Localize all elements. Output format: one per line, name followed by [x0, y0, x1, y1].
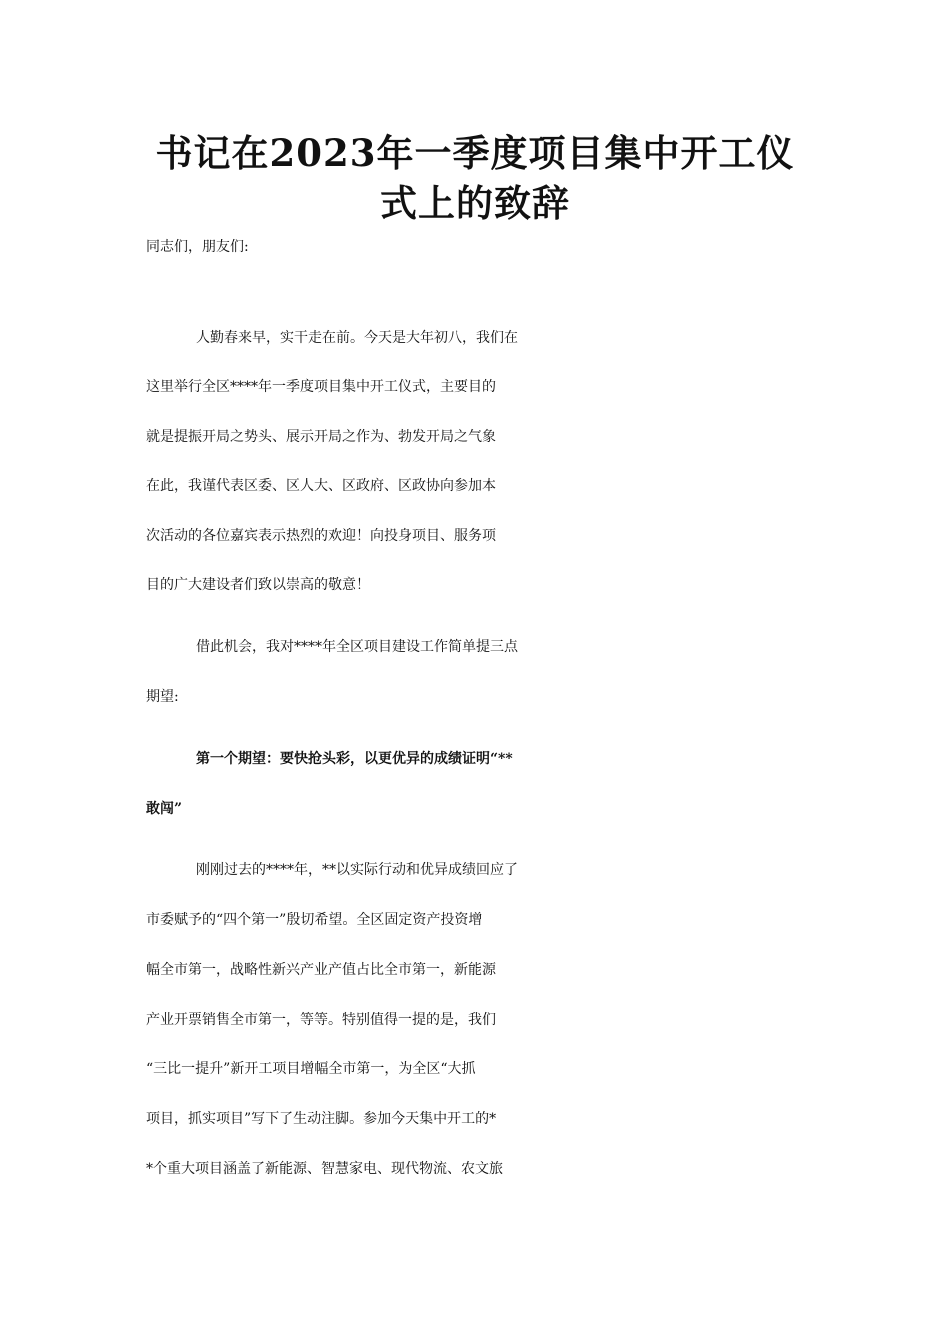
section-heading-line: 第一个期望：要快抢头彩，以更优异的成绩证明“** [196, 751, 513, 767]
body-line: 这里举行全区****年一季度项目集中开工仪式，主要目的 [146, 379, 496, 395]
body-line: 市委赋予的“四个第一”殷切希望。全区固定资产投资增 [146, 912, 483, 928]
body-line: “三比一提升”新开工项目增幅全市第一，为全区“大抓 [146, 1061, 476, 1077]
body-line: 在此，我谨代表区委、区人大、区政府、区政协向参加本 [146, 478, 496, 494]
body-line: 就是提振开局之势头、展示开局之作为、勃发开局之气象 [146, 429, 496, 445]
section-heading-line: 敢闯” [146, 801, 183, 817]
body-line: 目的广大建设者们致以崇高的敬意！ [146, 577, 370, 593]
body-line: 人勤春来早，实干走在前。今天是大年初八，我们在 [196, 330, 518, 346]
document-title: 书记在2023年一季度项目集中开工仪式上的致辞 [155, 131, 795, 225]
body-line: 项目，抓实项目”写下了生动注脚。参加今天集中开工的* [146, 1111, 497, 1127]
body-line: 借此机会，我对****年全区项目建设工作简单提三点 [196, 639, 518, 655]
salutation-line: 同志们，朋友们: [146, 239, 249, 255]
body-line: 产业开票销售全市第一，等等。特别值得一提的是，我们 [146, 1012, 496, 1028]
body-line: 幅全市第一，战略性新兴产业产值占比全市第一，新能源 [146, 962, 496, 978]
body-line: 期望: [146, 689, 179, 705]
body-line: 刚刚过去的****年，**以实际行动和优异成绩回应了 [196, 862, 518, 878]
body-line: *个重大项目涵盖了新能源、智慧家电、现代物流、农文旅 [146, 1161, 503, 1177]
body-line: 次活动的各位嘉宾表示热烈的欢迎！向投身项目、服务项 [146, 528, 496, 544]
